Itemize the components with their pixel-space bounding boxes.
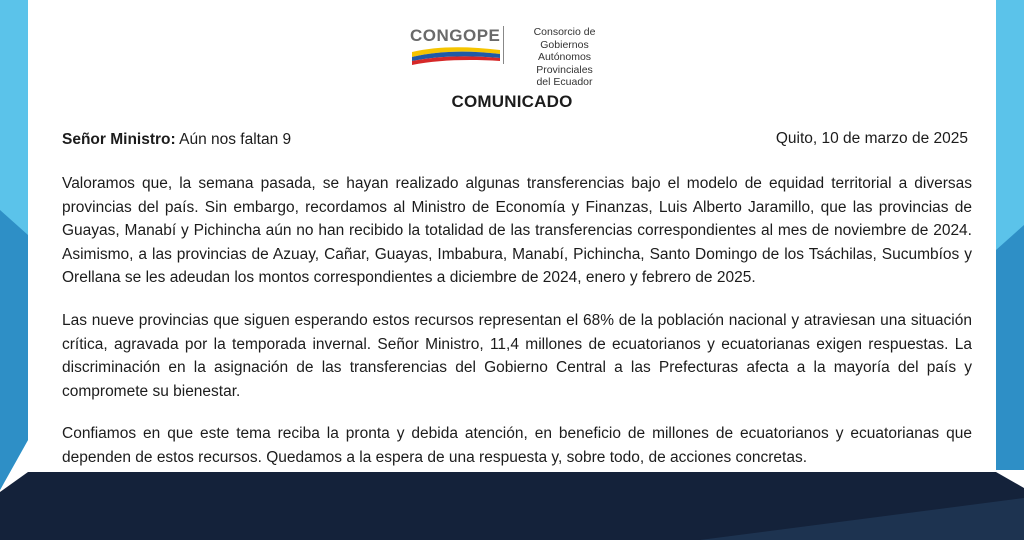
- salutation-label: Señor Ministro:: [62, 131, 176, 148]
- congope-logo: [410, 20, 620, 88]
- logo-brand-text: CONGOPE: [410, 26, 501, 45]
- left-dark-blue-wedge: [0, 210, 28, 490]
- right-dark-blue-wedge: [996, 225, 1024, 470]
- document-title: COMUNICADO: [451, 92, 573, 111]
- paragraph: Valoramos que, la semana pasada, se hayan realizado algunas transferencias bajo el modelo de equidad territorial a diversas provincias del país. Sin embargo, recordamos al Ministro de Economía y Finanzas, Luis Alberto Jaramillo, que las provincias de Guayas, Manabí y Pichincha aún no han recibido la totalidad de las transferencias correspondientes al mes de noviembre de 2024. Asimismo, a las provincias de Azuay, Cañar, Guayas, Imbabura, Manabí, Pichincha, Santo Domingo de los Tsáchilas, Sucumbíos y Orellana se les adeudan los montos correspondientes a diciembre de 2024, enero y febrero de 2025.: [62, 175, 972, 287]
- logo-caption: [509, 26, 620, 89]
- logo-divider: [503, 26, 504, 64]
- paragraph: Las nueve provincias que siguen esperando estos recursos representan el 68% de la población nacional y atraviesan una situación crítica, agravada por la temporada invernal. Señor Ministro, 11,4 millones de ecuatorianos y ecuatorianas exigen respuestas. La discriminación en la asignación de las transferencias del Gobierno Central a las Prefecturas afecta a la mayoría del país y compromete su bienestar.: [62, 311, 972, 400]
- salutation: [62, 131, 291, 149]
- salutation-text: Aún nos faltan 9: [175, 131, 292, 148]
- logo-caption-line1: Consorcio de Gobiernos: [533, 26, 596, 51]
- logo-caption-line2: Autónomos Provinciales: [536, 51, 593, 76]
- document-date: Quito, 10 de marzo de 2025: [775, 130, 968, 147]
- paragraph: Confiamos en que este tema reciba la pronta y debida atención, en beneficio de millones de ecuatorianos y ecuatorianas que dependen de estos recursos. Quedamos a la espera de una respuesta y, sobre todo, de acciones concretas.: [62, 425, 972, 466]
- logo-caption-line3: del Ecuador: [536, 76, 593, 88]
- flag-swoosh-icon: [412, 46, 500, 66]
- document-body: [62, 172, 972, 489]
